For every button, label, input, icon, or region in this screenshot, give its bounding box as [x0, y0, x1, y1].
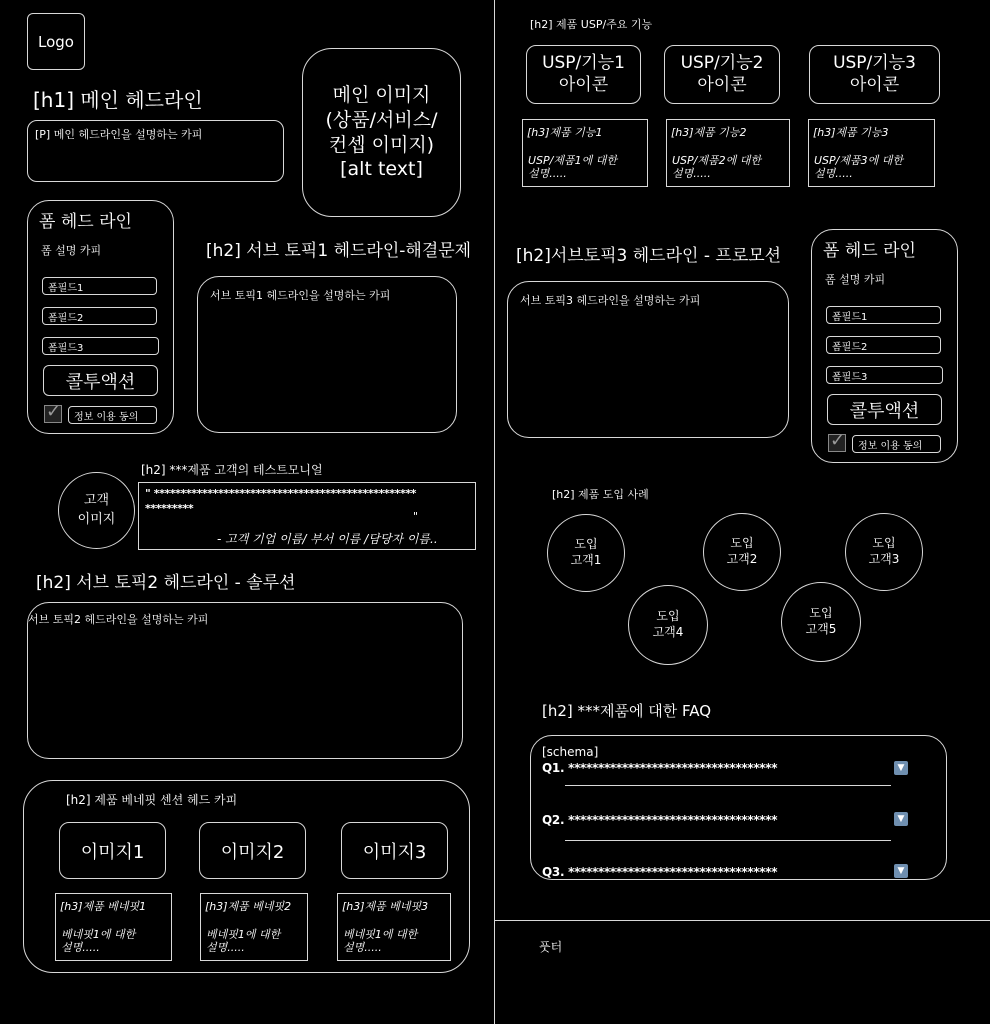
- case-customer-1: 도입 고객1: [547, 514, 625, 592]
- testimonial-headline: [h2] ***제품 고객의 테스트모니얼: [141, 463, 323, 477]
- benefit-card-1-title: [h3]제품 베네핏1: [60, 900, 147, 913]
- usp-card-3-desc: USP/제품3에 대한 설명.....: [814, 154, 903, 181]
- footer-divider: [495, 920, 990, 921]
- usp-card-2-desc: USP/제품2에 대한 설명.....: [672, 154, 761, 181]
- main-image-placeholder: 메인 이미지 (상품/서비스/ 컨셉 이미지) [alt text]: [302, 48, 461, 217]
- usp-icon-2: USP/기능2 아이콘: [664, 45, 780, 104]
- usp-card-2: [666, 119, 790, 187]
- form-description: 폼 설명 카피: [825, 273, 886, 286]
- usp-card-1-title: [h3]제품 기능1: [527, 126, 603, 139]
- faq-schema-label: [schema]: [542, 745, 599, 759]
- form-field-2[interactable]: 폼필드2: [826, 336, 941, 354]
- usp-card-3: [808, 119, 935, 187]
- benefit-card-1-desc: 베네핏1에 대한 설명.....: [61, 928, 136, 955]
- form-headline: 폼 헤드 라인: [39, 212, 132, 232]
- usp-headline: [h2] 제품 USP/주요 기능: [530, 18, 653, 31]
- benefit-image-2: 이미지2: [199, 822, 306, 879]
- faq-question-2[interactable]: Q2. ***********************************: [542, 813, 778, 827]
- main-headline: [h1] 메인 헤드라인: [33, 88, 203, 112]
- testimonial-attribution: - 고객 기업 이름/ 부서 이름 /담당자 이름..: [217, 532, 438, 546]
- subtopic1-copy-box: [197, 276, 457, 433]
- chevron-down-icon[interactable]: ▼: [894, 864, 908, 878]
- chevron-down-icon[interactable]: ▼: [894, 761, 908, 775]
- benefit-image-3: 이미지3: [341, 822, 448, 879]
- consent-label: 정보 이용 동의: [852, 435, 941, 453]
- subtopic3-copy-box: [507, 281, 789, 438]
- usp-card-3-title: [h3]제품 기능3: [813, 126, 889, 139]
- benefit-card-2-title: [h3]제품 베네핏2: [205, 900, 292, 913]
- case-customer-4: 도입 고객4: [628, 585, 708, 665]
- subtopic2-copy-box: [27, 602, 463, 759]
- form-field-2[interactable]: 폼필드2: [42, 307, 157, 325]
- benefit-card-3-desc: 베네핏1에 대한 설명.....: [343, 928, 418, 955]
- form-field-1[interactable]: 폼필드1: [826, 306, 941, 324]
- benefit-card-2-desc: 베네핏1에 대한 설명.....: [206, 928, 281, 955]
- faq-divider: [565, 785, 891, 786]
- form-headline: 폼 헤드 라인: [823, 241, 916, 261]
- cta-button[interactable]: 콜투액션: [43, 365, 158, 396]
- faq-question-3[interactable]: Q3. ***********************************: [542, 865, 778, 879]
- column-divider: [494, 0, 495, 1024]
- main-headline-copy: [P] 메인 헤드라인을 설명하는 카피: [35, 128, 203, 141]
- benefit-card-2: [200, 893, 308, 961]
- benefit-card-3-title: [h3]제품 베네핏3: [342, 900, 429, 913]
- customer-image-placeholder: 고객 이미지: [58, 472, 135, 549]
- benefit-headline: [h2] 제품 베네핏 센션 헤드 카피: [66, 793, 238, 807]
- case-customer-3: 도입 고객3: [845, 513, 923, 591]
- consent-label: 정보 이용 동의: [68, 406, 157, 424]
- form-field-3[interactable]: 폼필드3: [826, 366, 943, 384]
- faq-box: [530, 735, 947, 880]
- testimonial-quote: " ************************************************* *********: [145, 487, 417, 516]
- form-field-3[interactable]: 폼필드3: [42, 337, 159, 355]
- subtopic1-headline: [h2] 서브 토픽1 헤드라인-해결문제: [206, 241, 472, 261]
- subtopic2-headline: [h2] 서브 토픽2 헤드라인 - 솔루션: [36, 573, 296, 593]
- benefit-section: [23, 780, 470, 973]
- case-customer-2: 도입 고객2: [703, 513, 781, 591]
- logo[interactable]: Logo: [27, 13, 85, 70]
- usp-icon-1: USP/기능1 아이콘: [526, 45, 641, 104]
- lead-form-right: [811, 229, 958, 463]
- subtopic3-copy: 서브 토픽3 헤드라인을 설명하는 카피: [520, 294, 701, 307]
- subtopic3-headline: [h2]서브토픽3 헤드라인 - 프로모션: [516, 246, 782, 266]
- cta-button[interactable]: 콜투액션: [827, 394, 942, 425]
- benefit-card-1: [55, 893, 172, 961]
- form-description: 폼 설명 카피: [41, 244, 102, 257]
- usp-card-2-title: [h3]제품 기능2: [671, 126, 747, 139]
- form-field-1[interactable]: 폼필드1: [42, 277, 157, 295]
- usp-icon-3: USP/기능3 아이콘: [809, 45, 940, 104]
- cases-headline: [h2] 제품 도입 사례: [552, 488, 649, 501]
- consent-checkbox[interactable]: [44, 405, 62, 423]
- faq-divider: [565, 840, 891, 841]
- usp-card-1: [522, 119, 648, 187]
- main-headline-copy-box: [27, 120, 284, 182]
- chevron-down-icon[interactable]: ▼: [894, 812, 908, 826]
- usp-card-1-desc: USP/제품1에 대한 설명.....: [528, 154, 617, 181]
- subtopic1-copy: 서브 토픽1 헤드라인을 설명하는 카피: [210, 289, 391, 302]
- faq-headline: [h2] ***제품에 대한 FAQ: [542, 702, 712, 720]
- testimonial-quote-box: [138, 482, 476, 550]
- subtopic2-copy: 서브 토픽2 헤드라인을 설명하는 카피: [28, 613, 209, 626]
- footer: 풋터: [539, 940, 563, 954]
- testimonial-close-quote: ": [413, 510, 419, 523]
- consent-checkbox[interactable]: [828, 434, 846, 452]
- case-customer-5: 도입 고객5: [781, 582, 861, 662]
- faq-question-1[interactable]: Q1. ***********************************: [542, 761, 778, 775]
- lead-form-left: [27, 200, 174, 434]
- benefit-card-3: [337, 893, 451, 961]
- benefit-image-1: 이미지1: [59, 822, 166, 879]
